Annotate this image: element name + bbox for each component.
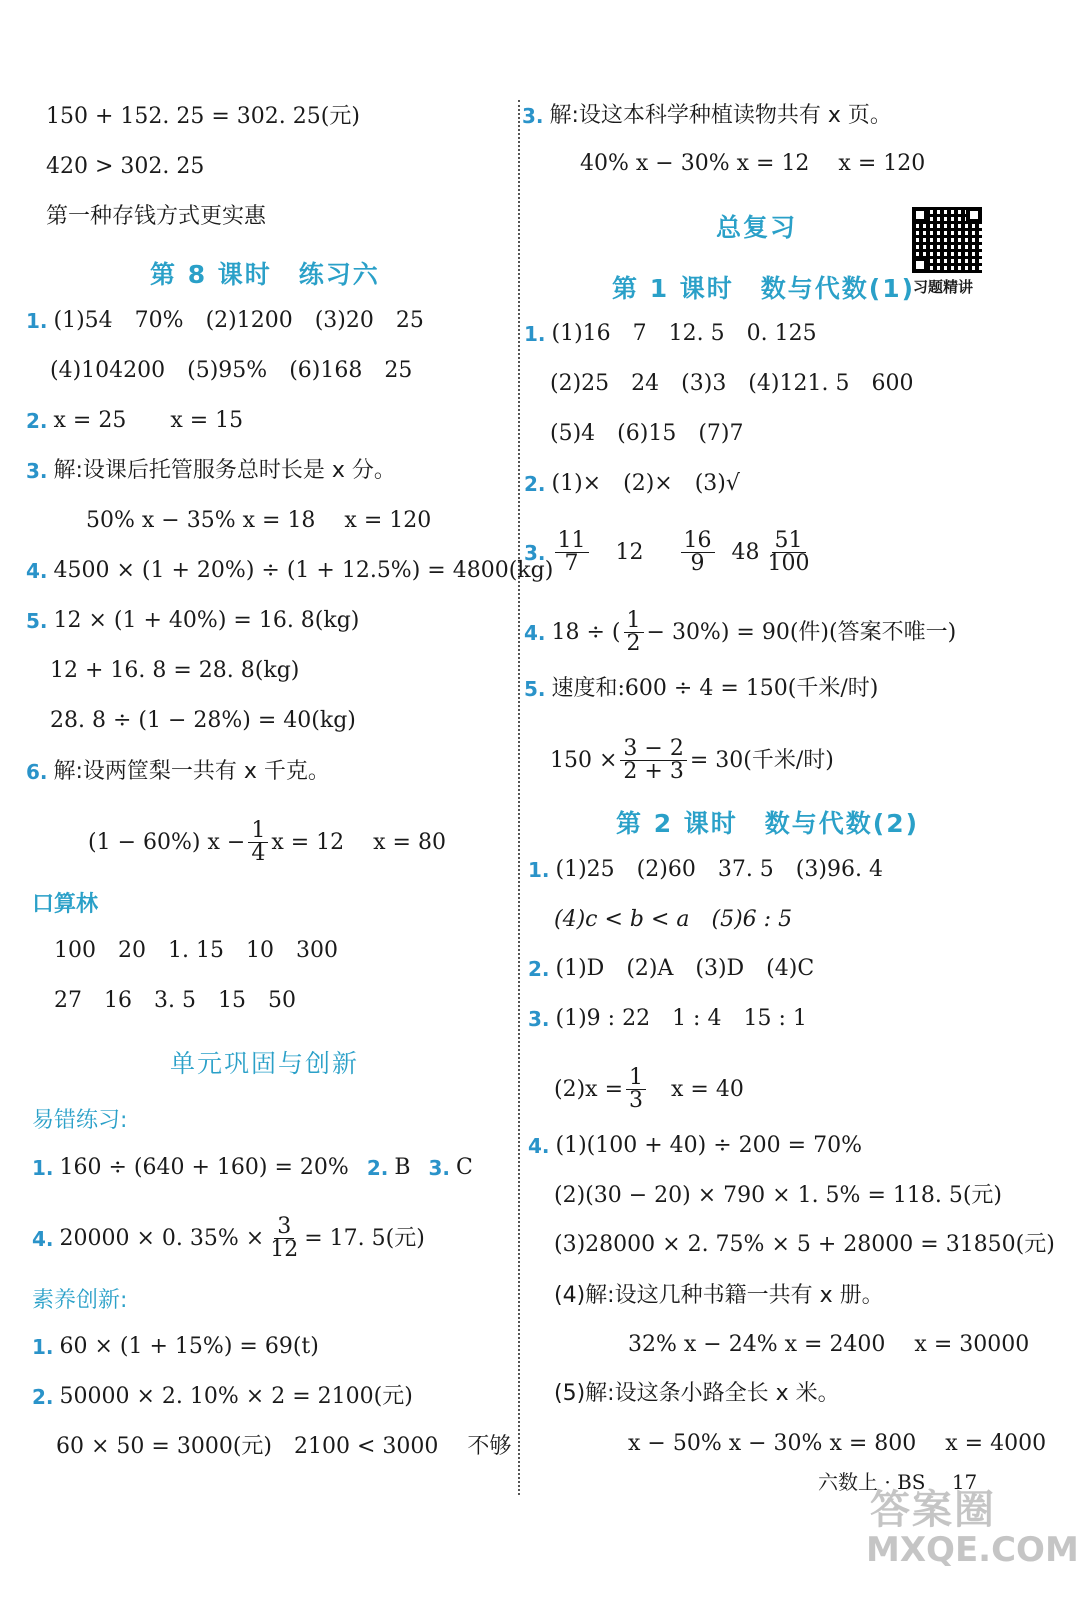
watermark-logo: 答案圈 [870,1487,996,1533]
lesson2-question-3 [528,1005,807,1033]
qr-code-icon [912,207,982,273]
answer-line: 420 > 302. 25 [46,154,205,179]
question-3 [26,457,396,485]
answer-line: 第一种存钱方式更实惠 [46,204,267,229]
question-2 [26,407,243,435]
denominator: 100 [767,551,810,576]
review-question-2 [524,470,740,498]
question-number: 3. [522,104,544,128]
equation-part: x = 12 x = 80 [271,829,446,855]
question-number: 5. [524,677,546,701]
answer-line: (4)解:设这几种书籍一共有 x 册。 [554,1283,884,1308]
answer-text: 速度和:600 ÷ 4 = 150(千米/时) [551,676,879,701]
question-4 [26,557,553,585]
lesson2-question-2 [528,955,814,983]
question-number: 2. [528,957,550,981]
review-question-3 [524,530,816,575]
section-title: 第 2 课时 数与代数(2) [616,809,920,838]
answer-text: 解:设这本科学种植读物共有 x 页。 [549,103,892,128]
section-title: 第 1 课时 数与代数(1) [612,274,916,303]
lesson2-question-1 [528,856,883,884]
answer-text: (1)25 (2)60 37. 5 (3)96. 4 [555,857,883,882]
equation-part: − 30%) = 90(件)(答案不唯一) [646,619,957,645]
fraction [681,530,715,575]
denominator: 9 [690,551,705,576]
answer-text: 160 ÷ (640 + 160) = 20% [59,1155,349,1180]
question-number: 5. [26,609,48,633]
numerator: 1 [624,610,644,633]
answer-line: 12 + 16. 8 = 28. 8(kg) [50,658,300,683]
equation-part: = 17. 5(元) [304,1225,425,1251]
answer-text: (1)16 7 12. 5 0. 125 [551,321,817,346]
easy-answers [32,1154,473,1182]
question-number: 1. [524,322,546,346]
review-question-4 [524,610,956,655]
fraction [765,530,813,575]
answer-line: 50% x − 35% x = 18 x = 120 [86,508,432,533]
numerator: 3 − 2 [620,738,686,761]
answer-text: (1)D (2)A (3)D (4)C [555,956,815,981]
unit-title: 单元巩固与创新 [170,1049,360,1078]
equation-part: x = 40 [671,1076,744,1102]
equation-part: 18 ÷ ( [551,619,621,645]
question-number: 3. [528,1007,550,1031]
equation-part: 20000 × 0. 35% × [59,1225,265,1251]
answer-text: 12 [615,539,644,565]
answer-line: 40% x − 30% x = 12 x = 120 [580,151,926,176]
answer-text: C [456,1155,473,1180]
answer-text: 解:设两筐梨一共有 x 千克。 [53,759,330,784]
answer-line: (4)104200 (5)95% (6)168 25 [50,358,413,383]
fraction [626,1067,646,1112]
answer-line [554,1067,744,1112]
equation-part: = 30(千米/时) [689,747,834,773]
lesson2-question-4 [528,1132,862,1160]
easy-mistakes-title: 易错练习: [32,1108,128,1133]
answer-text: B [394,1155,411,1180]
question-5 [26,607,359,635]
question-number: 3. [26,459,48,483]
page-footer: 六数上 · BS 17 [818,1470,978,1494]
question-number: 1. [32,1335,54,1359]
denominator: 7 [564,551,579,576]
equation-part: 150 × [550,747,618,773]
answer-text: (1)54 70% (2)1200 (3)20 25 [53,308,424,333]
answer-line: 27 16 3. 5 15 50 [54,988,296,1013]
question-number: 6. [26,760,48,784]
question-6 [26,758,330,786]
question-number: 1. [32,1156,54,1180]
denominator: 3 [629,1088,643,1113]
equation-part: (2)x = [554,1076,623,1102]
review-question-5 [524,675,878,703]
answer-text: 12 × (1 + 40%) = 16. 8(kg) [53,608,360,633]
denominator: 2 + 3 [623,759,684,784]
numerator: 16 [681,530,715,553]
question-number: 1. [26,309,48,333]
answer-line: 100 20 1. 15 10 300 [54,938,338,963]
review-title: 总复习 [716,213,798,242]
numerator: 51 [772,530,806,553]
innovation-1 [32,1333,319,1361]
answer-text: (1)9 : 22 1 : 4 15 : 1 [555,1006,807,1031]
quality-innovation-title: 素养创新: [32,1288,128,1313]
question-number: 3. [524,540,546,565]
question-number: 3. [428,1156,451,1180]
equation-part: (1 − 60%) x − [88,829,246,855]
question-number: 4. [528,1134,550,1158]
question-number: 4. [32,1226,54,1251]
question-1 [26,307,424,335]
easy-answer-4 [32,1216,425,1261]
question-number: 2. [26,409,48,433]
question-number: 2. [524,472,546,496]
answer-line: x − 50% x − 30% x = 800 x = 4000 [628,1431,1047,1456]
column-divider [518,100,520,1495]
mental-math-title: 口算林 [32,892,99,917]
answer-line: (3)28000 × 2. 75% × 5 + 28000 = 31850(元) [554,1232,1055,1257]
answer-text: 48 [731,539,760,565]
numerator: 3 [274,1216,294,1239]
answer-line: 32% x − 24% x = 2400 x = 30000 [628,1332,1030,1357]
answer-line: (5)解:设这条小路全长 x 米。 [554,1381,840,1406]
answer-line [550,738,834,783]
denominator: 12 [270,1237,299,1262]
question-number: 1. [528,858,550,882]
right-question-3 [522,102,892,130]
answer-text: x = 25 x = 15 [53,408,244,433]
question-number: 2. [366,1156,389,1180]
answer-line: (5)4 (6)15 (7)7 [550,421,744,446]
question-number: 2. [32,1385,54,1409]
answer-line: 60 × 50 = 3000(元) 2100 < 3000 不够 [56,1434,512,1459]
review-question-1 [524,320,817,348]
section-title: 第 8 课时 练习六 [150,260,380,289]
fraction [248,820,268,865]
fraction [267,1216,301,1261]
denominator: 4 [251,841,266,866]
numerator: 1 [248,820,268,843]
answer-line: 28. 8 ÷ (1 − 28%) = 40(kg) [50,708,356,733]
answer-text: 50000 × 2. 10% × 2 = 2100(元) [59,1384,413,1409]
watermark-url: MXQE.COM [866,1530,1079,1570]
qr-label: 习题精讲 [913,278,974,296]
answer-text: 解:设课后托管服务总时长是 x 分。 [53,458,396,483]
numerator: 11 [555,530,589,553]
answer-text: 4500 × (1 + 20%) ÷ (1 + 12.5%) = 4800(kg) [53,558,554,583]
fraction [624,610,644,655]
question-number: 4. [524,620,546,645]
answer-line: (2)25 24 (3)3 (4)121. 5 600 [550,371,914,396]
answer-text: 60 × (1 + 15%) = 69(t) [59,1334,319,1359]
fraction [555,530,589,575]
answer-text: (1)(100 + 40) ÷ 200 = 70% [555,1133,862,1158]
denominator: 2 [626,631,641,656]
answer-line: (2)(30 − 20) × 790 × 1. 5% = 118. 5(元) [554,1183,1003,1208]
answer-line: (4)c < b < a (5)6 : 5 [554,907,793,932]
numerator: 1 [626,1067,646,1090]
answer-text: (1)× (2)× (3)√ [551,471,740,496]
answer-line [88,820,446,865]
answer-line: 150 + 152. 25 = 302. 25(元) [46,104,360,129]
question-number: 4. [26,559,48,583]
fraction [620,738,686,783]
innovation-2 [32,1383,413,1411]
